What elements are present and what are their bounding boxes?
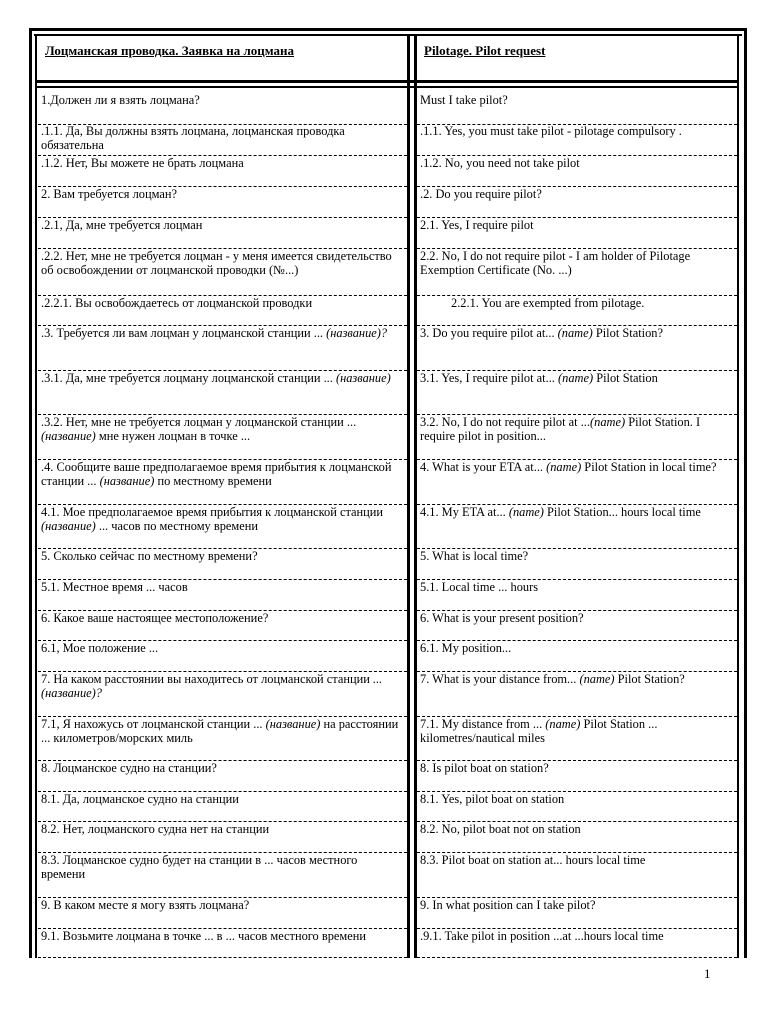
table-border-right xyxy=(744,28,747,958)
row-separator xyxy=(38,791,407,792)
row-russian-text: 9. В каком месте я могу взять лоцмана? xyxy=(41,898,250,912)
row-russian-text: 8. Лоцманское судно на станции? xyxy=(41,761,217,775)
row-russian-text: .1.1. Да, Вы должны взять лоцмана, лоцманская проводка обязательна xyxy=(41,124,345,152)
header-russian: Лоцманская проводка. Заявка на лоцмана xyxy=(45,43,295,58)
row-russian-text: 5. Сколько сейчас по местному времени? xyxy=(41,549,258,563)
table-border-right-inner xyxy=(737,34,739,958)
row-english-text: 8.2. No, pilot boat not on station xyxy=(420,822,581,836)
row-separator xyxy=(38,852,407,853)
column-divider xyxy=(407,34,410,958)
row-russian-text: 6. Какое ваше настоящее местоположение? xyxy=(41,611,269,625)
row-separator xyxy=(417,504,737,505)
row-separator xyxy=(38,716,407,717)
row-separator xyxy=(417,791,737,792)
row-english-text: 8.3. Pilot boat on station at... hours local time xyxy=(420,853,646,867)
row-separator xyxy=(417,124,737,125)
row-russian-text: 8.2. Нет, лоцманского судна нет на станции xyxy=(41,822,270,836)
row-separator xyxy=(417,579,737,580)
row-separator xyxy=(38,640,407,641)
row-english-text: 4. What is your ETA at... (name) Pilot Station in local time? xyxy=(420,460,717,474)
table-border-top-inner xyxy=(34,34,742,36)
row-russian-text: 5.1. Местное время ... часов xyxy=(41,580,188,594)
row-russian-text: 7.1, Я нахожусь от лоцманской станции ... (название) на расстоянии ... километров/морских миль xyxy=(41,717,399,745)
row-separator xyxy=(417,295,737,296)
column-divider-inner xyxy=(414,34,417,958)
row-english-text: .2. Do you require pilot? xyxy=(420,187,542,201)
table-border-left xyxy=(29,28,32,958)
row-separator xyxy=(417,671,737,672)
row-separator xyxy=(38,610,407,611)
table-border-top xyxy=(29,28,747,31)
row-russian-text: .4. Сообщите ваше предполагаемое время прибытия к лоцманской станции ... (название) по местному времени xyxy=(41,460,392,488)
header-separator-inner xyxy=(35,86,739,88)
row-separator xyxy=(38,957,407,958)
row-separator xyxy=(417,610,737,611)
row-separator xyxy=(417,155,737,156)
row-english-text: 3.2. No, I do not require pilot at ...(name) Pilot Station. I require pilot in position... xyxy=(420,415,701,443)
row-english-text: 5. What is local time? xyxy=(420,549,529,563)
row-separator xyxy=(417,640,737,641)
row-english-text: 3.1. Yes, I require pilot at... (name) Pilot Station xyxy=(420,371,658,385)
row-russian-text: .1.2. Нет, Вы можете не брать лоцмана xyxy=(41,156,244,170)
row-russian-text: 6.1, Мое положение ... xyxy=(41,641,159,655)
row-separator xyxy=(38,295,407,296)
row-russian-text: .3.1. Да, мне требуется лоцману лоцманской станции ... (название) xyxy=(41,371,391,385)
row-russian-text: 9.1. Возьмите лоцмана в точке ... в ... часов местного времени xyxy=(41,929,366,943)
row-separator xyxy=(417,760,737,761)
header-english: Pilotage. Pilot request xyxy=(424,43,546,58)
row-english-text: .1.2. No, you need not take pilot xyxy=(420,156,580,170)
row-english-text: 8. Is pilot boat on station? xyxy=(420,761,549,775)
row-english-text: 8.1. Yes, pilot boat on station xyxy=(420,792,565,806)
row-separator xyxy=(38,217,407,218)
row-separator xyxy=(417,217,737,218)
row-english-text: 9. In what position can I take pilot? xyxy=(420,898,596,912)
row-english-text: 7. What is your distance from... (name) Pilot Station? xyxy=(420,672,685,686)
row-separator xyxy=(417,897,737,898)
row-separator xyxy=(417,852,737,853)
row-separator xyxy=(417,414,737,415)
row-separator xyxy=(417,957,737,958)
row-separator xyxy=(417,248,737,249)
row-separator xyxy=(417,370,737,371)
page-number: 1 xyxy=(704,966,711,981)
row-english-text: Must I take pilot? xyxy=(420,93,508,107)
row-english-text: 5.1. Local time ... hours xyxy=(420,580,539,594)
row-russian-text: 7. На каком расстоянии вы находитесь от лоцманской станции ...(название)? xyxy=(41,672,383,700)
row-separator xyxy=(38,928,407,929)
row-separator xyxy=(417,716,737,717)
row-russian-text: 8.3. Лоцманское судно будет на станции в ... часов местного времени xyxy=(41,853,358,881)
row-separator xyxy=(38,897,407,898)
row-english-text: 2.2.1. You are exempted from pilotage. xyxy=(451,296,645,310)
row-russian-text: 2. Вам требуется лоцман? xyxy=(41,187,177,201)
row-russian-text: .3.2. Нет, мне не требуется лоцман у лоцманской станции ... (название) мне нужен лоцман в точке ... xyxy=(41,415,357,443)
row-english-text: .1.1. Yes, you must take pilot - pilotage compulsory . xyxy=(420,124,682,138)
row-russian-text: .3. Требуется ли вам лоцман у лоцманской станции ... (название)? xyxy=(41,326,388,340)
row-english-text: .9.1. Take pilot in position ...at ...hours local time xyxy=(420,929,664,943)
row-separator xyxy=(38,579,407,580)
row-separator xyxy=(38,370,407,371)
row-english-text: 2.2. No, I do not require pilot - I am holder of Pilotage Exemption Certificate (No. ...) xyxy=(420,249,691,277)
row-english-text: 6.1. My position... xyxy=(420,641,512,655)
table-border-left-inner xyxy=(35,34,37,958)
row-english-text: 7.1. My distance from ... (name) Pilot Station ... kilometres/nautical miles xyxy=(420,717,658,745)
row-separator xyxy=(38,671,407,672)
row-russian-text: .2.2. Нет, мне не требуется лоцман - у меня имеется свидетельство об освобождении от лоцманской проводки (№...) xyxy=(41,249,392,277)
row-separator xyxy=(38,124,407,125)
row-separator xyxy=(38,760,407,761)
row-english-text: 3. Do you require pilot at... (name) Pilot Station? xyxy=(420,326,663,340)
row-english-text: 4.1. My ETA at... (name) Pilot Station... hours local time xyxy=(420,505,701,519)
row-separator xyxy=(38,821,407,822)
row-separator xyxy=(38,186,407,187)
row-separator xyxy=(417,928,737,929)
row-separator xyxy=(417,548,737,549)
row-separator xyxy=(417,325,737,326)
row-russian-text: 1.Должен ли я взять лоцмана? xyxy=(41,93,200,107)
row-separator xyxy=(38,414,407,415)
header-separator xyxy=(35,80,739,83)
row-separator xyxy=(38,459,407,460)
row-separator xyxy=(38,325,407,326)
row-separator xyxy=(417,186,737,187)
row-separator xyxy=(38,504,407,505)
row-english-text: 6. What is your present position? xyxy=(420,611,584,625)
row-russian-text: .2.2.1. Вы освобождаетесь от лоцманской проводки xyxy=(41,296,313,310)
row-separator xyxy=(38,548,407,549)
row-russian-text: .2.1, Да, мне требуется лоцман xyxy=(41,218,203,232)
row-russian-text: 4.1. Мое предполагаемое время прибытия к лоцманской станции (название) ... часов по местному времени xyxy=(41,505,384,533)
row-separator xyxy=(38,155,407,156)
row-separator xyxy=(417,821,737,822)
row-separator xyxy=(417,459,737,460)
row-separator xyxy=(38,248,407,249)
row-russian-text: 8.1. Да, лоцманское судно на станции xyxy=(41,792,239,806)
row-english-text: 2.1. Yes, I require pilot xyxy=(420,218,534,232)
